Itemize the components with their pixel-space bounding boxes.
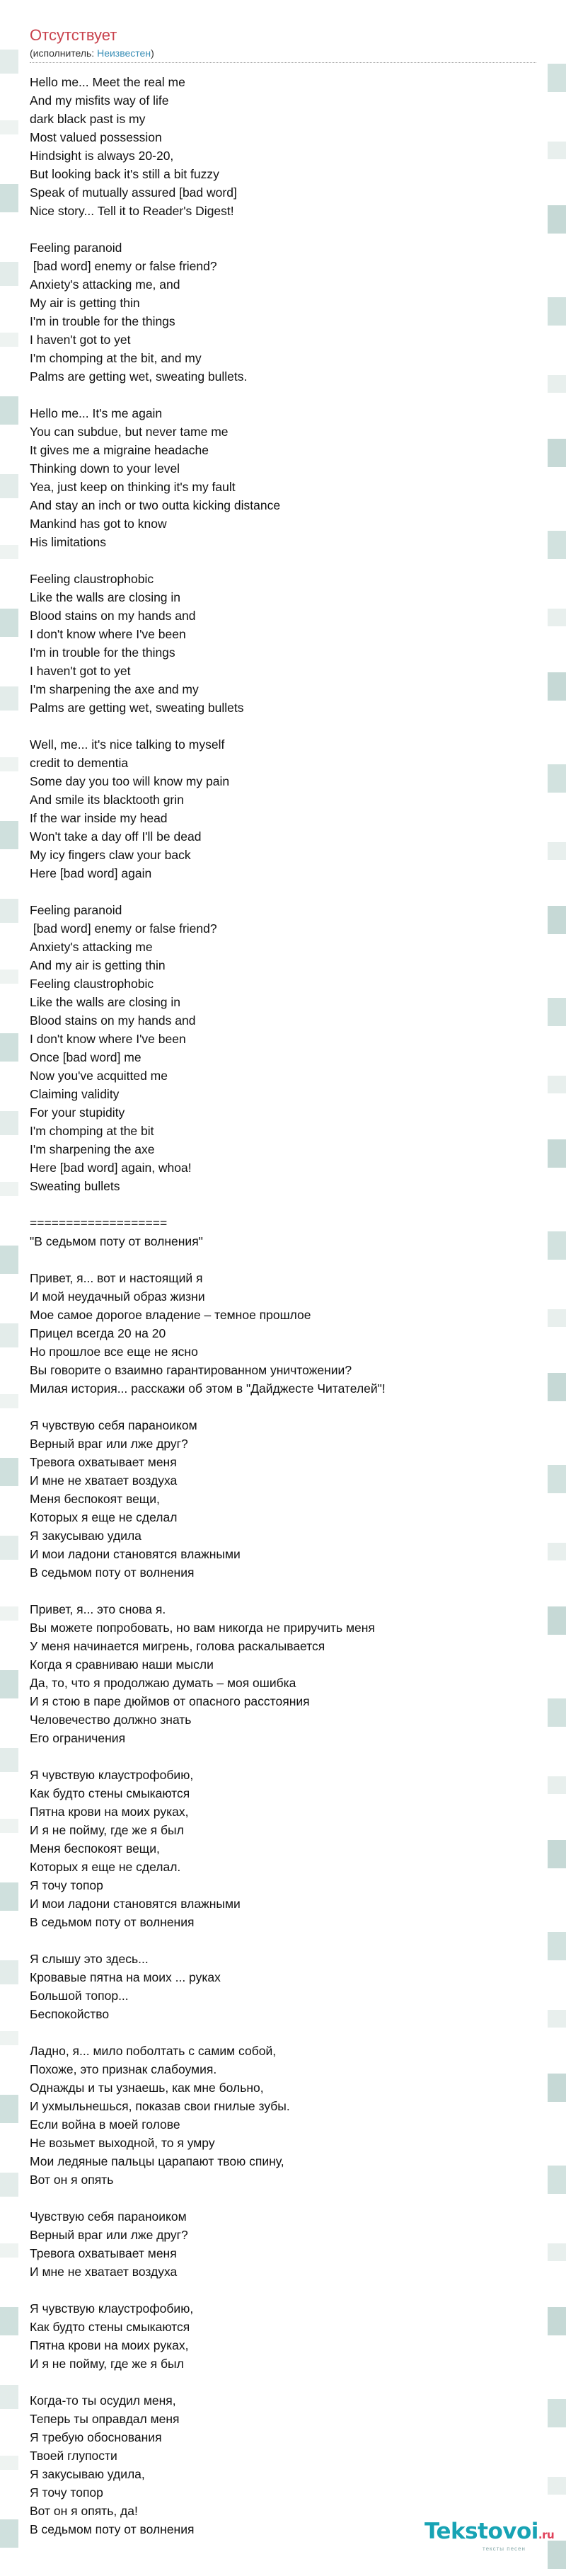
performer-link[interactable]: Неизвестен (97, 47, 151, 59)
performer-line (30, 47, 536, 59)
logo-tld: .ru (538, 2529, 555, 2541)
left-decorative-stripe (0, 0, 18, 2576)
performer-prefix: (исполнитель: (30, 47, 98, 59)
logo-tagline: тексты песен (483, 2546, 526, 2552)
logo-name: Tekstovoi (424, 2519, 538, 2544)
site-logo[interactable] (424, 2518, 559, 2553)
song-title: Отсутствует (30, 26, 117, 44)
lyrics-text: Hello me... Meet the real me And my misfits way of life dark black past is my Most valued possession Hindsight is always 20-20, But looking back it's still a bit fuzzy Speak of mutually assured [bad word] Nice story... Tell it to Reader's Digest! Feeling paranoid [bad word] enemy or false friend? Anxiety's attacking me, and My air is getting thin I'm in trouble for the things I haven't got to yet I'm chomping at the bit, and my Palms are getting wet, sweating bullets. Hello me... It's me again You can subdue, but never tame me It gives me a migraine headache Thinking down to your level Yea, just keep on thinking it's my fault And stay an inch or two outta kicking distance Mankind has got to know His limitations Feeling claustrophobic Like the walls are closing in Blood stains on my hands and I don't know where I've been I'm in trouble for the things I haven't got to yet I'm sharpening the axe and my Palms are getting wet, sweating bullets Well, me... it's nice talking to myself credit to dementia Some day you too will know my pain And smile its blacktooth grin If the war inside my head Won't take a day off I'll be dead My icy fingers claw your back Here [bad word] again Feeling paranoid [bad word] enemy or false friend? Anxiety's attacking me And my air is getting thin Feeling claustrophobic Like the walls are closing in Blood stains on my hands and I don't know where I've been Once [bad word] me Now you've acquitted me Claiming validity For your stupidity I'm chomping at the bit I'm sharpening the axe Here [bad word] again, whoa! Sweating bullets =================== "В седьмом поту от волнения" Привет, я... вот и настоящий я И мой неудачный образ жизни Мое самое дорогое владение – темное прошлое Прицел всегда 20 на 20 Но прошлое все еще не ясно Вы говорите о взаимно гарантированном уничтожении? Милая история... расскажи об этом в "Дайджесте Читателей"! Я чувствую себя параноиком Верный враг или лже друг? Тревога охватывает меня И мне не хватает воздуха Меня беспокоят вещи, Которых я еще не сделал Я закусываю удила И мои ладони становятся влажными В седьмом поту от волнения Привет, я... это снова я. Вы можете попробовать, но вам никогда не приручить меня У меня начинается мигрень, голова раскалывается Когда я сравниваю наши мысли Да, то, что я продолжаю думать – моя ошибка И я стою в паре дюймов от опасного расстояния Человечество должно знать Его ограничения Я чувствую клаустрофобию, Как будто стены смыкаются Пятна крови на моих руках, И я не пойму, где же я был Меня беспокоят вещи, Которых я еще не сделал. Я точу топор И мои ладони становятся влажными В седьмом поту от волнения Я слышу это здесь... Кровавые пятна на моих ... руках Большой топор... Беспокойство Ладно, я... мило поболтать с самим собой, Похоже, это признак слабоумия. Однажды и ты узнаешь, как мне больно, И ухмыльнешься, показав свои гнилые зубы. Если война в моей голове Не возьмет выходной, то я умру Мои ледяные пальцы царапают твою спину, Вот он я опять Чувствую себя параноиком Верный враг или лже друг? Тревога охватывает меня И мне не хватает воздуха Я чувствую клаустрофобию, Как будто стены смыкаются Пятна крови на моих руках, И я не пойму, где же я был Когда-то ты осудил меня, Теперь ты оправдал меня Я требую обоснования Твоей глупости Я закусываю удила, Я точу топор Вот он я опять, да! В седьмом поту от волнения (30, 75, 386, 2536)
logo-wordmark (424, 2518, 559, 2548)
performer-suffix: ) (151, 47, 154, 59)
right-decorative-stripe (548, 0, 566, 2576)
lyrics-page (30, 25, 536, 2538)
title-divider (30, 62, 536, 63)
